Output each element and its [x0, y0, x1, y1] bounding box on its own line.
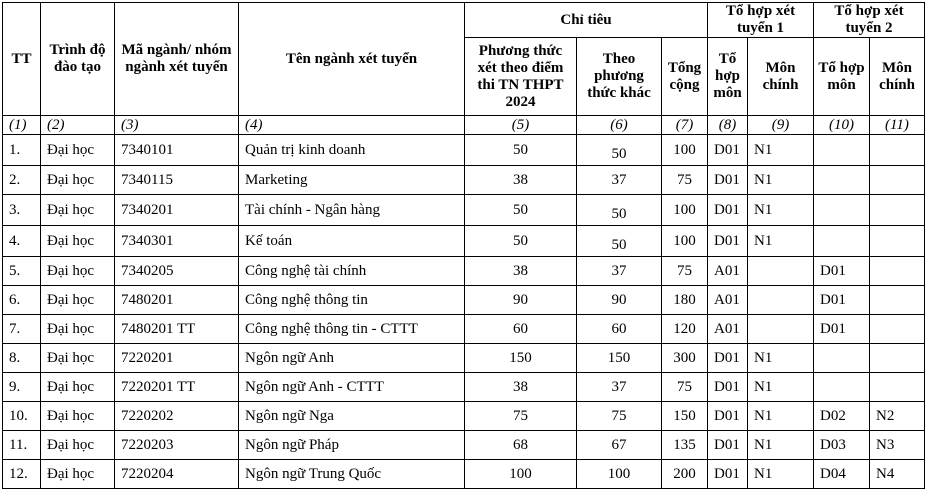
header-combo1: Tổ hợp xét tuyển 1: [708, 3, 814, 38]
row-combo2-main: [870, 373, 925, 402]
row-name: Kế toán: [239, 226, 465, 257]
column-number-row: [3, 116, 925, 135]
row-quota-total: 100: [662, 135, 708, 166]
row-quota-total: 150: [662, 402, 708, 431]
row-quota-exam: 68: [465, 431, 577, 460]
row-combo1-subject: D01: [708, 431, 748, 460]
table-row: [3, 315, 925, 344]
row-combo1-main: N1: [748, 195, 814, 226]
row-quota-total: 135: [662, 431, 708, 460]
row-combo2-main: [870, 226, 925, 257]
column-number: (4): [239, 116, 465, 135]
column-number: (10): [814, 116, 870, 135]
row-code: 7220203: [115, 431, 239, 460]
row-name: Tài chính - Ngân hàng: [239, 195, 465, 226]
column-number: (8): [708, 116, 748, 135]
row-quota-other: 50: [577, 135, 662, 166]
row-combo1-subject: D01: [708, 195, 748, 226]
column-number: (2): [41, 116, 115, 135]
table-row: [3, 135, 925, 166]
row-quota-other: 150: [577, 344, 662, 373]
table-row: [3, 286, 925, 315]
row-combo2-subject: [814, 135, 870, 166]
row-name: Ngôn ngữ Nga: [239, 402, 465, 431]
row-combo1-main: N1: [748, 226, 814, 257]
row-name: Công nghệ tài chính: [239, 257, 465, 286]
row-code: 7340101: [115, 135, 239, 166]
row-level: Đại học: [41, 315, 115, 344]
row-combo1-subject: D01: [708, 226, 748, 257]
row-combo1-main: N1: [748, 373, 814, 402]
row-quota-exam: 90: [465, 286, 577, 315]
row-combo1-main: N1: [748, 402, 814, 431]
header-quota: Chỉ tiêu: [465, 3, 708, 38]
table-row: [3, 431, 925, 460]
row-quota-other: 37: [577, 257, 662, 286]
row-quota-exam: 150: [465, 344, 577, 373]
column-number: (5): [465, 116, 577, 135]
row-quota-total: 75: [662, 257, 708, 286]
row-tt: 2.: [3, 166, 41, 195]
row-level: Đại học: [41, 460, 115, 489]
row-combo2-subject: [814, 166, 870, 195]
row-tt: 8.: [3, 344, 41, 373]
row-level: Đại học: [41, 402, 115, 431]
row-quota-exam: 50: [465, 226, 577, 257]
row-quota-exam: 60: [465, 315, 577, 344]
row-name: Ngôn ngữ Trung Quốc: [239, 460, 465, 489]
admission-quota-table: [2, 2, 925, 489]
row-code: 7340201: [115, 195, 239, 226]
row-quota-total: 200: [662, 460, 708, 489]
row-combo1-main: [748, 286, 814, 315]
row-name: Công nghệ thông tin: [239, 286, 465, 315]
row-combo1-subject: A01: [708, 257, 748, 286]
row-name: Công nghệ thông tin - CTTT: [239, 315, 465, 344]
row-combo2-main: N3: [870, 431, 925, 460]
row-name: Marketing: [239, 166, 465, 195]
row-combo2-subject: D04: [814, 460, 870, 489]
row-quota-total: 300: [662, 344, 708, 373]
header-quota-exam: Phương thức xét theo điểm thi TN THPT 2024: [465, 38, 577, 116]
row-combo2-subject: D02: [814, 402, 870, 431]
row-combo1-main: [748, 315, 814, 344]
row-code: 7480201: [115, 286, 239, 315]
row-level: Đại học: [41, 257, 115, 286]
header-quota-other: Theo phương thức khác: [577, 38, 662, 116]
row-code: 7480201 TT: [115, 315, 239, 344]
row-level: Đại học: [41, 166, 115, 195]
table-row: [3, 226, 925, 257]
table-row: [3, 166, 925, 195]
row-quota-other: 50: [577, 195, 662, 226]
row-combo2-main: N2: [870, 402, 925, 431]
row-combo2-main: N4: [870, 460, 925, 489]
row-quota-total: 75: [662, 373, 708, 402]
row-combo2-main: [870, 344, 925, 373]
row-combo1-main: N1: [748, 344, 814, 373]
header-quota-total: Tổng cộng: [662, 38, 708, 116]
row-quota-total: 180: [662, 286, 708, 315]
row-name: Quản trị kinh doanh: [239, 135, 465, 166]
row-name: Ngôn ngữ Pháp: [239, 431, 465, 460]
row-code: 7220204: [115, 460, 239, 489]
row-quota-exam: 50: [465, 195, 577, 226]
row-combo1-main: N1: [748, 135, 814, 166]
row-quota-exam: 100: [465, 460, 577, 489]
header-code: Mã ngành/ nhóm ngành xét tuyển: [115, 3, 239, 116]
row-tt: 10.: [3, 402, 41, 431]
row-level: Đại học: [41, 135, 115, 166]
row-tt: 5.: [3, 257, 41, 286]
row-tt: 1.: [3, 135, 41, 166]
row-quota-exam: 50: [465, 135, 577, 166]
row-combo2-main: [870, 166, 925, 195]
column-number: (6): [577, 116, 662, 135]
row-combo1-subject: D01: [708, 460, 748, 489]
header-combo2-subject: Tổ hợp môn: [814, 38, 870, 116]
row-tt: 7.: [3, 315, 41, 344]
row-tt: 9.: [3, 373, 41, 402]
row-quota-other: 50: [577, 226, 662, 257]
row-combo1-subject: D01: [708, 344, 748, 373]
row-combo1-main: N1: [748, 460, 814, 489]
row-combo2-subject: D03: [814, 431, 870, 460]
header-combo2-main: Môn chính: [870, 38, 925, 116]
row-code: 7340115: [115, 166, 239, 195]
row-code: 7340205: [115, 257, 239, 286]
row-code: 7220201 TT: [115, 373, 239, 402]
row-combo1-subject: D01: [708, 402, 748, 431]
table-row: [3, 257, 925, 286]
row-quota-exam: 38: [465, 166, 577, 195]
header-level: Trình độ đào tạo: [41, 3, 115, 116]
column-number: (11): [870, 116, 925, 135]
row-quota-total: 120: [662, 315, 708, 344]
column-number: (7): [662, 116, 708, 135]
row-level: Đại học: [41, 431, 115, 460]
table-row: [3, 344, 925, 373]
row-combo2-main: [870, 195, 925, 226]
row-level: Đại học: [41, 195, 115, 226]
table-row: [3, 373, 925, 402]
column-number: (3): [115, 116, 239, 135]
row-quota-other: 37: [577, 373, 662, 402]
row-quota-total: 75: [662, 166, 708, 195]
row-combo2-subject: [814, 344, 870, 373]
column-number: (9): [748, 116, 814, 135]
row-tt: 11.: [3, 431, 41, 460]
row-combo2-subject: [814, 226, 870, 257]
row-combo2-subject: [814, 195, 870, 226]
row-combo1-subject: D01: [708, 373, 748, 402]
row-quota-other: 67: [577, 431, 662, 460]
header-name: Tên ngành xét tuyển: [239, 3, 465, 116]
column-number: (1): [3, 116, 41, 135]
row-combo2-main: [870, 257, 925, 286]
row-quota-exam: 38: [465, 373, 577, 402]
row-combo1-subject: D01: [708, 135, 748, 166]
row-combo2-main: [870, 315, 925, 344]
row-combo1-subject: A01: [708, 286, 748, 315]
row-level: Đại học: [41, 344, 115, 373]
header-combo2: Tổ hợp xét tuyển 2: [814, 3, 925, 38]
row-code: 7220202: [115, 402, 239, 431]
row-quota-exam: 38: [465, 257, 577, 286]
row-level: Đại học: [41, 373, 115, 402]
row-quota-total: 100: [662, 195, 708, 226]
row-quota-exam: 75: [465, 402, 577, 431]
row-tt: 3.: [3, 195, 41, 226]
row-combo2-subject: D01: [814, 286, 870, 315]
header-combo1-main: Môn chính: [748, 38, 814, 116]
row-name: Ngôn ngữ Anh: [239, 344, 465, 373]
row-name: Ngôn ngữ Anh - CTTT: [239, 373, 465, 402]
row-combo1-subject: D01: [708, 166, 748, 195]
row-combo2-subject: D01: [814, 257, 870, 286]
row-combo1-main: N1: [748, 166, 814, 195]
row-level: Đại học: [41, 226, 115, 257]
row-combo1-main: N1: [748, 431, 814, 460]
row-quota-other: 37: [577, 166, 662, 195]
row-combo1-main: [748, 257, 814, 286]
row-tt: 4.: [3, 226, 41, 257]
row-combo2-subject: D01: [814, 315, 870, 344]
row-combo2-main: [870, 135, 925, 166]
row-tt: 12.: [3, 460, 41, 489]
row-combo2-subject: [814, 373, 870, 402]
table-row: [3, 402, 925, 431]
row-tt: 6.: [3, 286, 41, 315]
row-code: 7220201: [115, 344, 239, 373]
table-row: [3, 195, 925, 226]
header-tt: TT: [3, 3, 41, 116]
row-level: Đại học: [41, 286, 115, 315]
table-row: [3, 460, 925, 489]
row-combo2-main: [870, 286, 925, 315]
row-quota-other: 90: [577, 286, 662, 315]
row-quota-other: 75: [577, 402, 662, 431]
row-code: 7340301: [115, 226, 239, 257]
row-quota-total: 100: [662, 226, 708, 257]
row-quota-other: 60: [577, 315, 662, 344]
header-combo1-subject: Tổ hợp môn: [708, 38, 748, 116]
row-quota-other: 100: [577, 460, 662, 489]
row-combo1-subject: A01: [708, 315, 748, 344]
